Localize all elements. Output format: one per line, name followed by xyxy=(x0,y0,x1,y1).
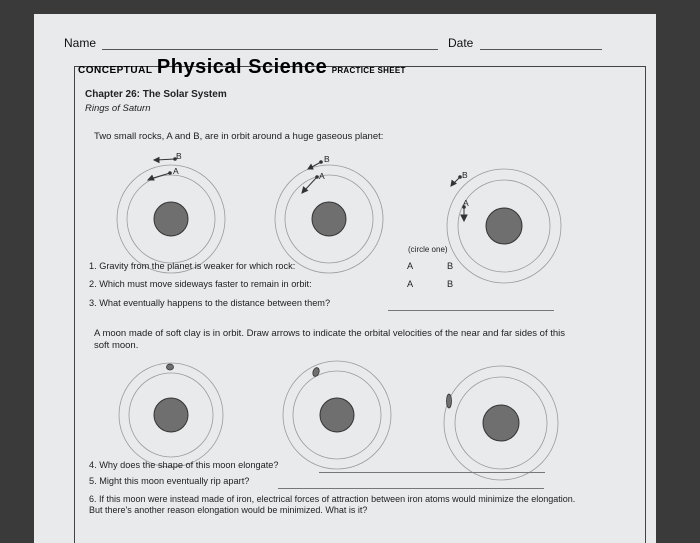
planet xyxy=(486,208,522,244)
planet xyxy=(154,202,188,236)
rock-a-label: A xyxy=(319,171,325,181)
choice-b[interactable]: B xyxy=(447,279,454,289)
question-5: 5. Might this moon eventually rip apart? xyxy=(89,476,250,486)
rock-b-label: B xyxy=(462,170,468,180)
answer-line-3[interactable] xyxy=(388,310,554,311)
planet xyxy=(154,398,188,432)
choice-a[interactable]: A xyxy=(407,261,414,271)
planet xyxy=(320,398,354,432)
clay-moon xyxy=(312,367,321,378)
worksheet-page xyxy=(34,14,656,543)
circle-one-label: (circle one) xyxy=(408,245,448,254)
name-label: Name xyxy=(64,36,97,50)
question-1: 1. Gravity from the planet is weaker for which rock: xyxy=(89,261,296,271)
choice-a[interactable]: A xyxy=(407,279,414,289)
planet xyxy=(483,405,519,441)
arrowhead xyxy=(148,176,154,181)
chapter-title: Chapter 26: The Solar System xyxy=(85,89,227,100)
answer-line-4[interactable] xyxy=(319,472,545,473)
section2-intro: A moon made of soft clay is in orbit. Draw arrows to indicate the orbital velocities of the near and far sides of this soft moon. xyxy=(94,328,566,351)
brand-conceptual: CONCEPTUAL xyxy=(78,65,153,76)
arrowhead xyxy=(154,158,159,163)
brand-physical-science: Physical Science xyxy=(156,56,328,78)
question-2: 2. Which must move sideways faster to remain in orbit: xyxy=(89,279,312,289)
rock-b-label: B xyxy=(176,151,182,161)
date-label: Date xyxy=(448,36,474,50)
section1-intro: Two small rocks, A and B, are in orbit around a huge gaseous planet: xyxy=(94,131,384,142)
rock-b-label: B xyxy=(324,154,330,164)
arrowhead xyxy=(461,215,467,221)
rock-a-label: A xyxy=(173,166,179,176)
clay-moon xyxy=(447,394,452,408)
clay-moon xyxy=(167,364,174,370)
planet xyxy=(312,202,346,236)
question-3: 3. What eventually happens to the distance between them? xyxy=(89,298,331,308)
rock-a-label: A xyxy=(463,198,469,208)
brand-practice-sheet: PRACTICE SHEET xyxy=(331,66,406,75)
question-4: 4. Why does the shape of this moon elongate? xyxy=(89,460,279,470)
arrowhead xyxy=(308,165,313,170)
choice-b[interactable]: B xyxy=(447,261,454,271)
answer-line-5[interactable] xyxy=(278,488,544,489)
question-6: 6. If this moon were instead made of iron, electrical forces of attraction between iron atoms would minimize the elongation. But there's another reason elongation would be minimized. What is it? xyxy=(89,494,576,515)
chapter-subtitle: Rings of Saturn xyxy=(85,103,151,114)
